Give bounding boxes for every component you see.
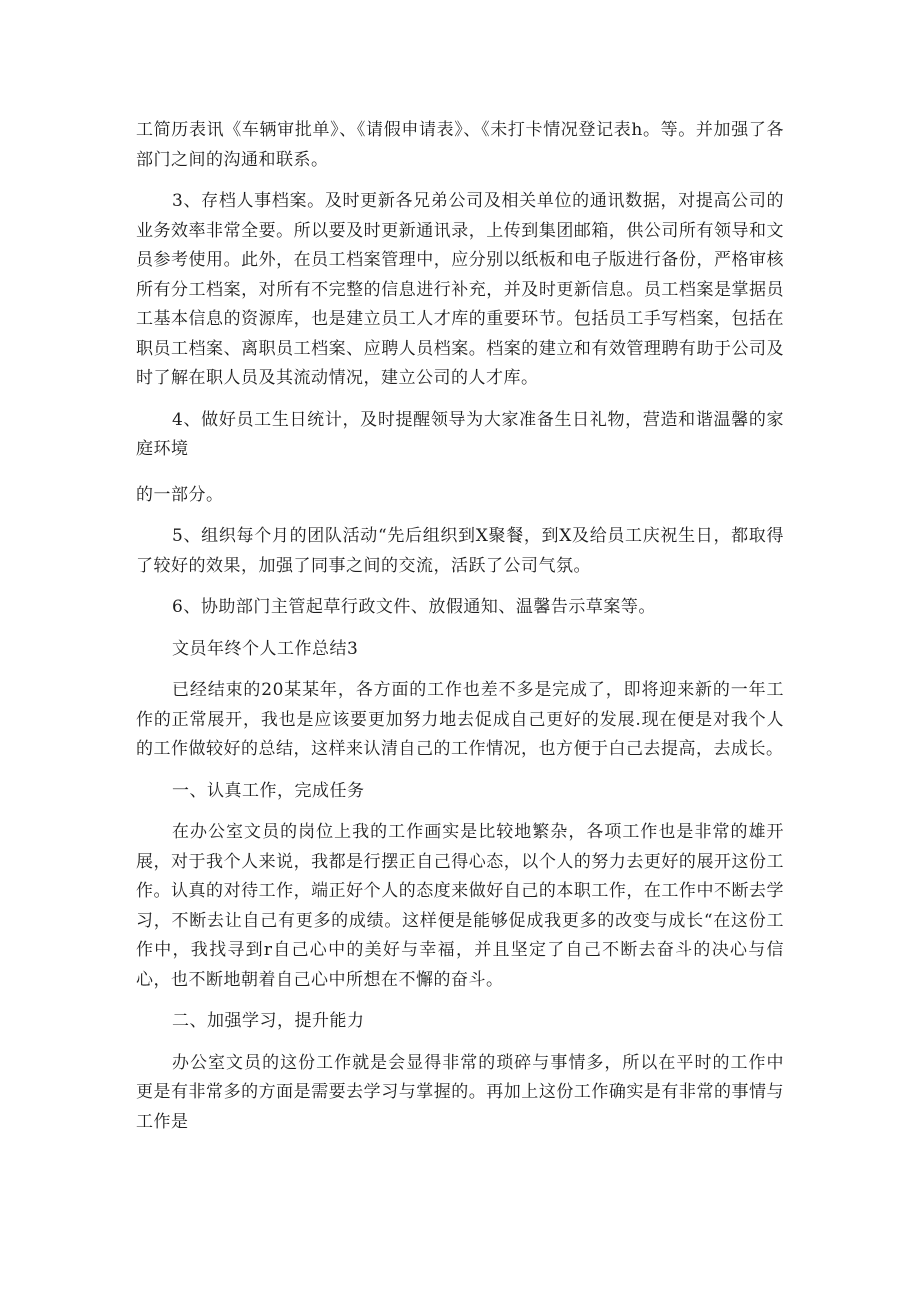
paragraph-item-4-continuation: 的一部分。 [136, 484, 224, 505]
paragraph-item-6: 6、协助部门主管起草行政文件、放假通知、温馨告示草案等。 [172, 597, 656, 617]
paragraph-section-one: 在办公室文员的岗位上我的工作画实是比较地繁杂，各项工作也是非常的雄开展，对于我个人来说，我都是行摆正自己得心态，以个人的努力去更好的展开这份工作。认真的对待工作，端正好个人的态度来做好自己的本职工作，在工作中不断去学习，不断去让自己有更多的成绩。这样便是能够促成我更多的改变与成长“在这份工作中，我找寻到r自己心中的美好与幸福，并且坚定了自己不断去奋斗的决心与信心，也不断地朝着自己心中所想在不懈的奋斗。 [136, 822, 784, 990]
paragraph-continuation: 工简历表讯《车辆审批单》、《请假申请表》、《未打卡情况登记表h。等。并加强了各部门之间的沟通和联系。 [136, 120, 784, 170]
heading-two: 二、加强学习，提升能力 [172, 1011, 365, 1031]
paragraph-section-two: 办公室文员的这份工作就是会显得非常的琐碎与事情多，所以在平时的工作中更是有非常多的方面是需要去学习与掌握的。再加上这份工作确实是有非常的事情与工作是 [136, 1052, 784, 1132]
document-body [136, 116, 784, 1149]
paragraph-intro: 已经结束的20某某年，各方面的工作也差不多是完成了，即将迎来新的一年工作的正常展开，我也是应该要更加努力地去促成自己更好的发展.现在便是对我个人的工作做较好的总结，这样来认清自己的工作情况，也方便于白己去提高，去成长。 [136, 680, 784, 759]
paragraph-item-3: 3、存档人事档案。及时更新各兄弟公司及相关单位的通讯数据，对提高公司的业务效率非常全要。所以要及时更新通讯录，上传到集团邮箱，供公司所有领导和文员参考使用。此外，在员工档案管理中，应分别以纸板和电子版进行备份，严格审核所有分工档案，对所有不完整的信息进行补充，并及时更新信息。员工档案是掌据员工基本信息的资源库，也是建立员工人才库的重要环节。包括员工手写档案，包括在职员工档案、离职员工档案、应聘人员档案。档案的建立和有效管理聘有助于公司及时了解在职人员及其流动情况，建立公司的人才库。 [136, 191, 784, 388]
paragraph-item-4: 4、做好员工生日统计，及时提醒领导为大家准备生日礼物，营造和谐温馨的家庭环境 [136, 409, 784, 459]
paragraph-item-5: 5、组织每个月的团队活动“先后组织到X聚餐，到X及给员工庆祝生日，都取得了较好的效果，加强了同事之间的交流，活跃了公司气氛。 [136, 526, 784, 576]
section-title: 文员年终个人工作总结3 [172, 638, 359, 659]
heading-one: 一、认真工作，完成任务 [172, 780, 365, 801]
